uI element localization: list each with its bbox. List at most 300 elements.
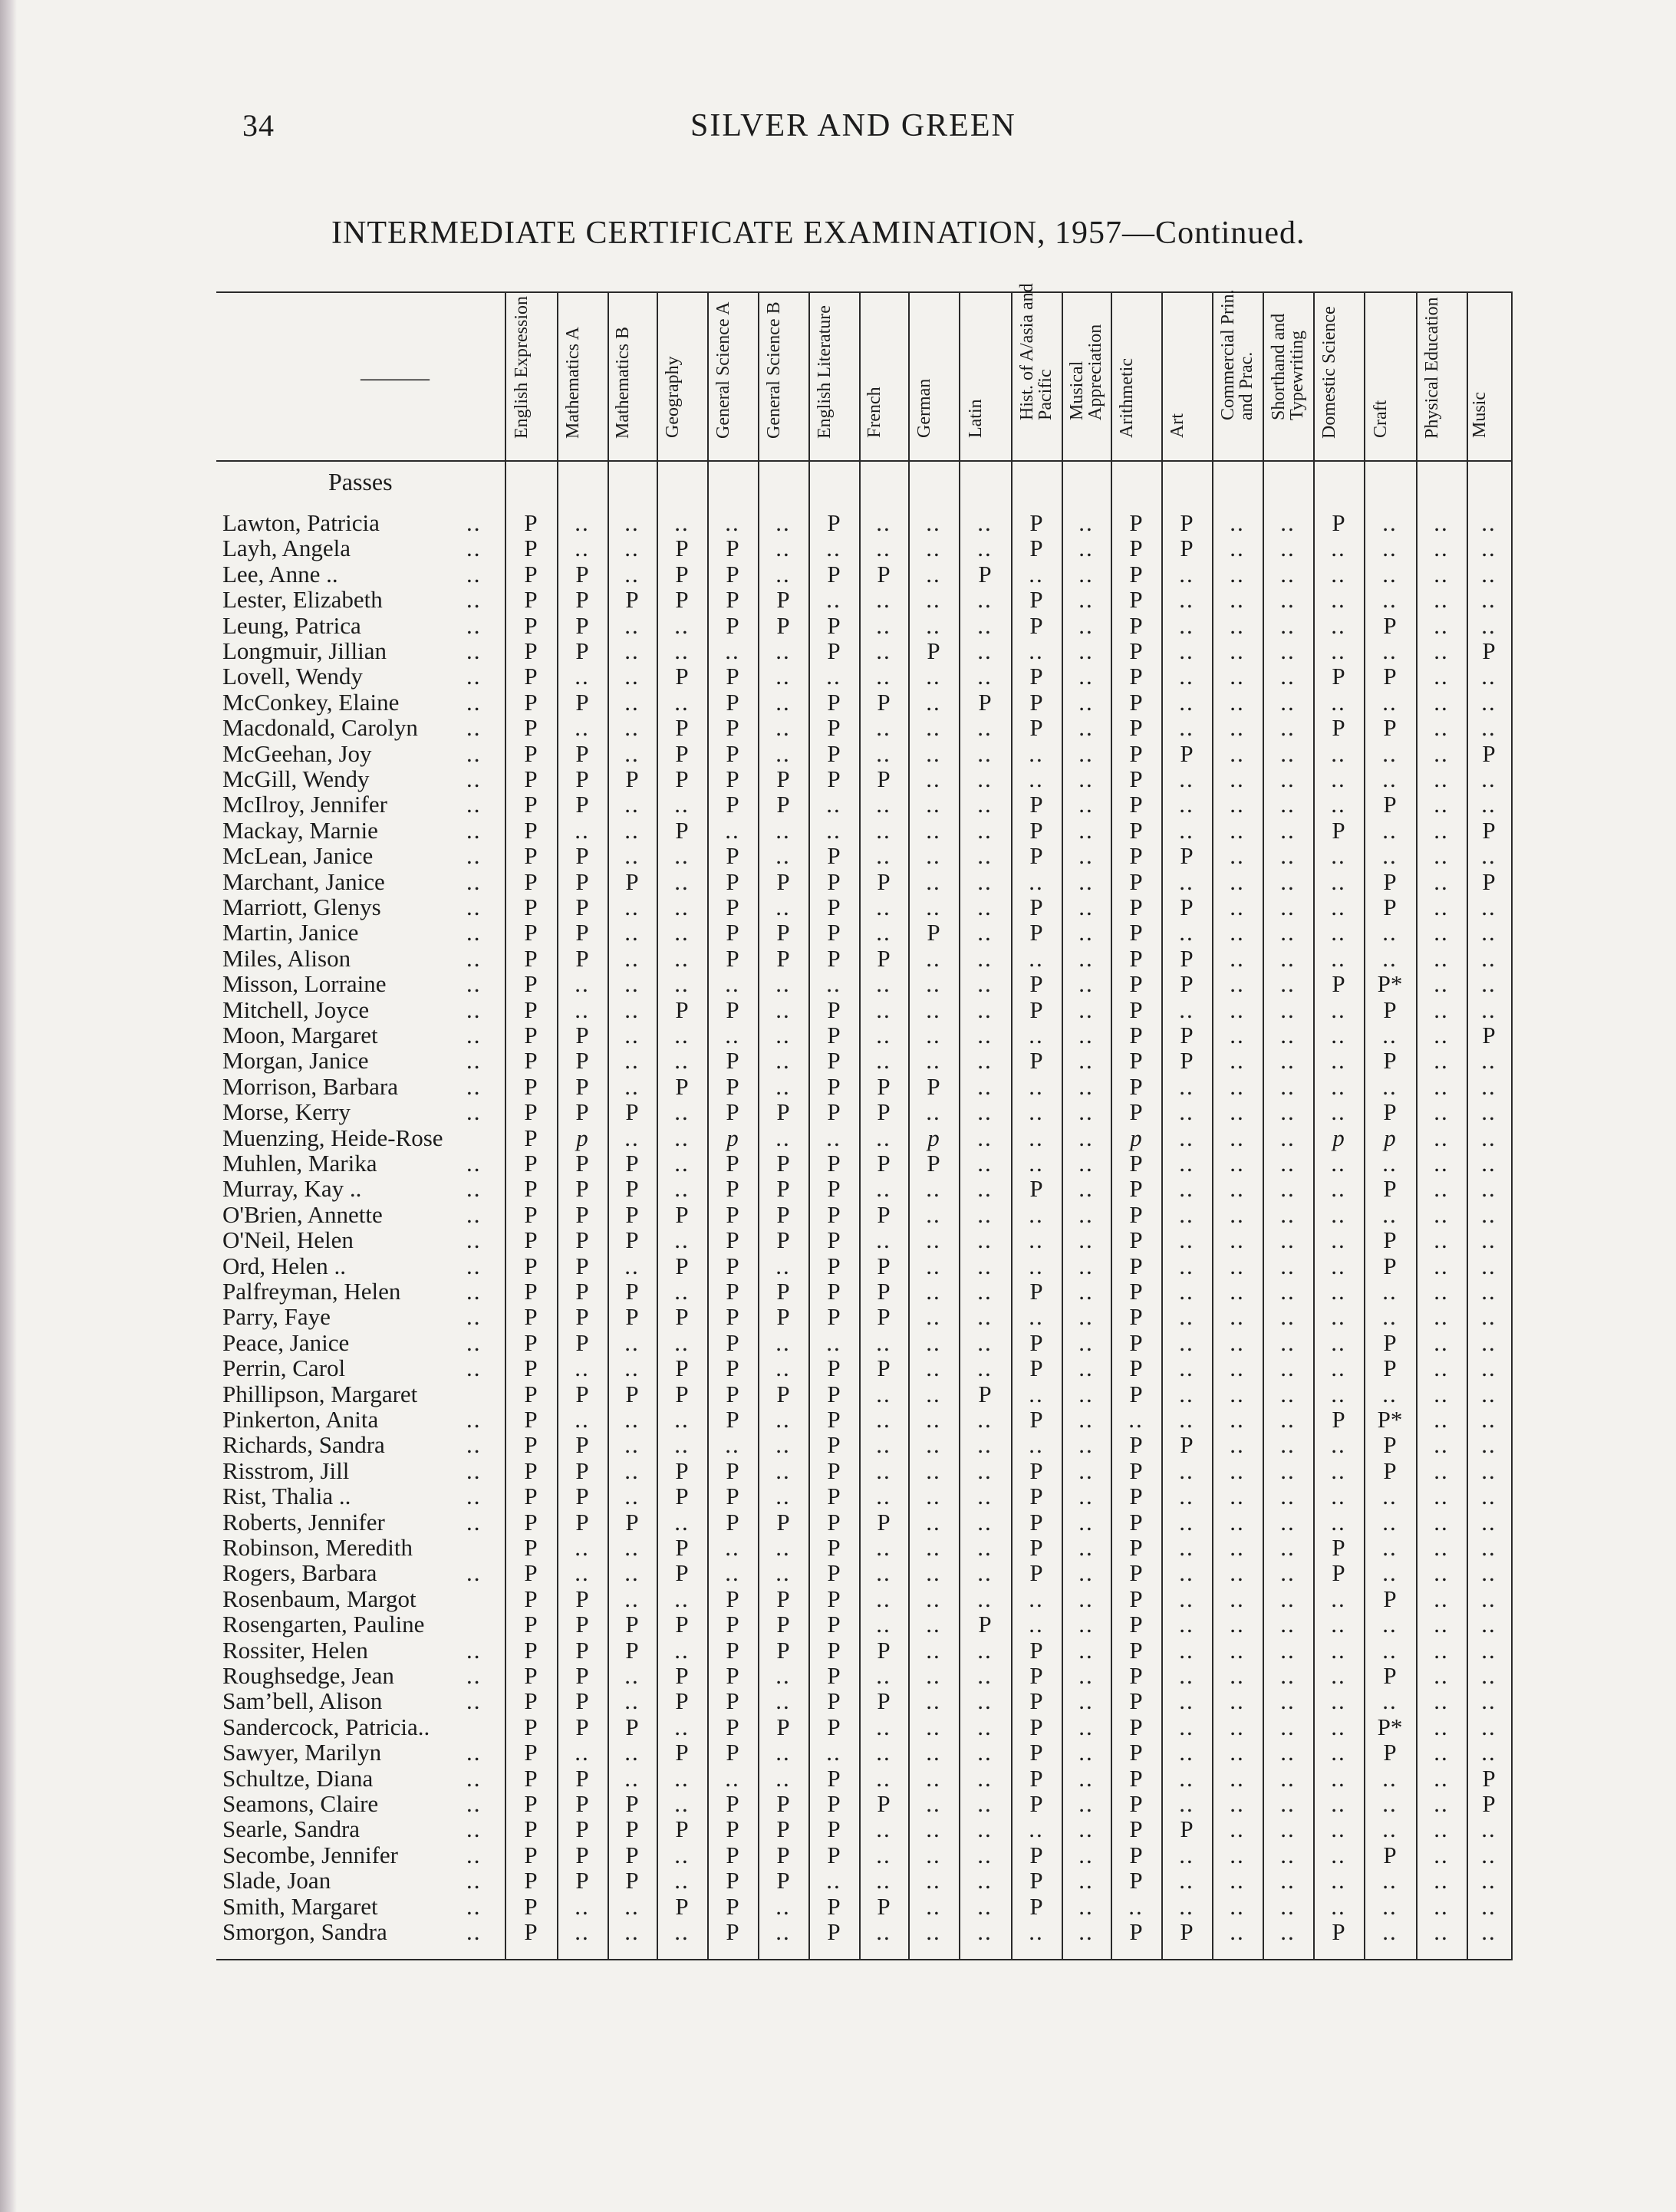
result-cell: ..: [1230, 1098, 1245, 1126]
result-cell: ..: [1331, 1483, 1346, 1510]
result-cell: P: [1383, 1098, 1397, 1126]
result-cell: ..: [624, 611, 640, 639]
result-cell: P: [575, 1303, 589, 1331]
result-cell: ..: [624, 919, 640, 946]
result-cell: ..: [926, 1764, 941, 1792]
result-cell: P: [524, 714, 538, 742]
result-cell: P: [1129, 560, 1143, 588]
result-cell: P: [575, 1611, 589, 1638]
result-cell: ..: [624, 1764, 640, 1792]
result-cell: ..: [575, 1559, 590, 1587]
result-cell: P: [1129, 1739, 1143, 1766]
result-cell: ..: [1179, 1892, 1194, 1920]
result-cell: P: [1482, 1022, 1496, 1048]
result-cell: ..: [674, 842, 690, 870]
result-cell: ..: [977, 1483, 993, 1510]
result-cell: ..: [926, 1303, 941, 1331]
student-name: Rosenbaum, Margot: [222, 1585, 417, 1612]
subject-label: Commercial Prin. and Prac.: [1218, 289, 1256, 420]
result-cell: P: [575, 919, 589, 946]
result-cell: ..: [977, 1175, 993, 1203]
result-cell: ..: [926, 1483, 941, 1510]
result-cell: ..: [977, 1022, 993, 1048]
result-cell: ..: [775, 970, 791, 998]
result-cell: P: [827, 1252, 841, 1279]
subject-label: Arithmetic: [1117, 358, 1137, 438]
result-cell: P: [726, 1918, 739, 1945]
result-cell: ..: [1280, 842, 1296, 870]
leader-dots: ..: [466, 1355, 482, 1382]
result-cell: ..: [1179, 1328, 1194, 1356]
subject-label: Shorthand and Typewriting: [1269, 313, 1307, 420]
result-cell: P: [726, 1636, 739, 1664]
subject-header: [959, 293, 1011, 460]
result-cell: ..: [674, 1278, 690, 1305]
result-cell: ..: [1078, 1278, 1094, 1305]
result-cell: ..: [1280, 1713, 1296, 1740]
result-cell: ..: [1434, 714, 1449, 742]
student-name: Lovell, Wendy: [222, 663, 363, 690]
result-cell: ..: [1331, 1200, 1346, 1228]
result-cell: P: [1029, 688, 1043, 716]
result-cell: ..: [575, 1892, 590, 1920]
result-cell: ..: [1128, 1892, 1144, 1920]
result-cell: P: [1180, 970, 1194, 998]
student-name: Secombe, Jennifer: [222, 1841, 398, 1868]
result-cell: P: [524, 765, 538, 792]
result-cell: ..: [775, 688, 791, 716]
result-cell: ..: [1331, 1713, 1346, 1740]
result-cell: ..: [1280, 1662, 1296, 1689]
result-cell: ..: [1434, 1483, 1449, 1510]
result-cell: P: [726, 1713, 739, 1740]
result-cell: ..: [876, 1534, 891, 1561]
result-cell: ..: [1481, 996, 1497, 1023]
result-cell: ..: [1434, 1226, 1449, 1254]
result-cell: P: [927, 919, 940, 946]
result-cell: P: [1383, 791, 1397, 818]
result-cell: ..: [1331, 1662, 1346, 1689]
result-cell: P: [726, 663, 739, 690]
result-cell: P: [877, 1355, 891, 1382]
result-cell: ..: [1331, 1431, 1346, 1459]
result-cell: ..: [1434, 1918, 1449, 1945]
result-cell: P: [1383, 1457, 1397, 1484]
result-cell: ..: [876, 714, 891, 742]
result-cell: ..: [977, 1431, 993, 1459]
result-cell: ..: [977, 1636, 993, 1664]
column-divider: [1511, 291, 1513, 1959]
result-cell: ..: [1331, 1022, 1346, 1048]
result-cell: P: [575, 1098, 589, 1126]
result-cell: P: [726, 1815, 739, 1843]
result-cell: P: [575, 637, 589, 664]
result-cell: P: [675, 1662, 689, 1689]
result-cell: P: [524, 1636, 538, 1664]
leader-dots: ..: [466, 791, 482, 818]
student-name: McConkey, Elaine: [222, 688, 400, 716]
result-cell: ..: [1434, 1431, 1449, 1459]
result-cell: ..: [1029, 765, 1044, 792]
result-cell: ..: [1434, 996, 1449, 1023]
result-cell: ..: [876, 509, 891, 536]
result-cell: P: [726, 1303, 739, 1331]
result-cell: P: [877, 1636, 891, 1664]
result-cell: ..: [926, 894, 941, 920]
result-cell: P: [827, 765, 841, 792]
result-cell: ..: [876, 1431, 891, 1459]
result-cell: ..: [1078, 1892, 1094, 1920]
result-cell: ..: [876, 1739, 891, 1766]
result-cell: ..: [1481, 1457, 1497, 1484]
result-cell: P: [827, 1713, 841, 1740]
result-cell: ..: [1280, 1534, 1296, 1561]
result-cell: ..: [1481, 1175, 1497, 1203]
result-cell: ..: [1382, 560, 1398, 588]
result-cell: ..: [1078, 1918, 1094, 1945]
result-cell: ..: [1280, 816, 1296, 844]
result-cell: ..: [1434, 1892, 1449, 1920]
result-cell: P: [776, 1841, 790, 1868]
result-cell: ..: [1280, 637, 1296, 664]
result-cell: P: [1029, 1047, 1043, 1075]
result-cell: P: [1029, 1534, 1043, 1561]
result-cell: P: [827, 1457, 841, 1484]
result-cell: ..: [1280, 1098, 1296, 1126]
result-cell: ..: [1434, 535, 1449, 562]
result-cell: ..: [1230, 919, 1245, 946]
result-cell: ..: [1434, 867, 1449, 895]
student-name: Muenzing, Heide-Rose: [222, 1124, 443, 1151]
result-cell: p: [576, 1124, 588, 1151]
result-cell: ..: [775, 1072, 791, 1100]
leader-dots: ..: [466, 1662, 482, 1689]
result-cell: ..: [725, 637, 740, 664]
result-cell: ..: [1230, 714, 1245, 742]
result-cell: ..: [1434, 1508, 1449, 1536]
student-name: Marriott, Glenys: [222, 894, 381, 920]
result-cell: ..: [1434, 791, 1449, 818]
result-cell: ..: [926, 791, 941, 818]
result-cell: ..: [1434, 1022, 1449, 1048]
result-cell: P: [1383, 1047, 1397, 1075]
result-cell: P: [575, 1636, 589, 1664]
result-cell: ..: [1230, 1559, 1245, 1587]
result-cell: P: [1129, 1200, 1143, 1228]
result-cell: P: [675, 1072, 689, 1100]
student-name: Layh, Angela: [222, 535, 351, 562]
result-cell: ..: [977, 867, 993, 895]
result-cell: P: [1029, 535, 1043, 562]
result-cell: ..: [926, 1406, 941, 1433]
result-cell: ..: [926, 1636, 941, 1664]
result-cell: ..: [826, 1867, 841, 1894]
result-cell: ..: [1078, 791, 1094, 818]
result-cell: P: [1029, 816, 1043, 844]
result-cell: ..: [775, 1764, 791, 1792]
result-cell: ..: [674, 791, 690, 818]
result-cell: P: [1180, 535, 1194, 562]
result-cell: ..: [1382, 765, 1398, 792]
result-cell: P: [726, 1252, 739, 1279]
result-cell: P: [726, 1380, 739, 1407]
result-cell: P: [827, 1022, 841, 1048]
result-cell: ..: [624, 1457, 640, 1484]
result-cell: ..: [1481, 919, 1497, 946]
result-cell: P: [675, 1534, 689, 1561]
result-cell: ..: [826, 1124, 841, 1151]
result-cell: ..: [926, 1380, 941, 1407]
result-cell: P: [524, 970, 538, 998]
result-cell: ..: [1434, 586, 1449, 614]
result-cell: ..: [624, 1892, 640, 1920]
result-cell: ..: [624, 1483, 640, 1510]
result-cell: P: [1129, 1918, 1143, 1945]
leader-dots: ..: [466, 1226, 482, 1254]
result-cell: P: [675, 1739, 689, 1766]
leader-dots: ..: [466, 1098, 482, 1126]
result-cell: P: [1129, 1226, 1143, 1254]
leader-dots: ..: [466, 1764, 482, 1792]
result-cell: ..: [1230, 560, 1245, 588]
result-cell: ..: [624, 560, 640, 588]
result-cell: ..: [1230, 765, 1245, 792]
result-cell: P: [827, 1226, 841, 1254]
result-cell: ..: [926, 1534, 941, 1561]
result-cell: P: [1180, 509, 1194, 536]
result-cell: ..: [1230, 739, 1245, 767]
student-name: Searle, Sandra: [222, 1815, 361, 1843]
result-cell: P: [524, 1611, 538, 1638]
result-cell: ..: [1331, 1150, 1346, 1177]
result-cell: P: [1029, 1406, 1043, 1433]
result-cell: ..: [1481, 1867, 1497, 1894]
result-cell: ..: [1481, 1611, 1497, 1638]
result-cell: ..: [674, 1328, 690, 1356]
result-cell: P: [827, 919, 841, 946]
subject-header: [608, 293, 657, 460]
subject-header: [1364, 293, 1416, 460]
result-cell: P: [1180, 944, 1194, 972]
result-cell: P: [1129, 1303, 1143, 1331]
result-cell: ..: [926, 1687, 941, 1715]
result-cell: ..: [1280, 1328, 1296, 1356]
result-cell: ..: [876, 1918, 891, 1945]
result-cell: P: [827, 1636, 841, 1664]
result-cell: ..: [1481, 1713, 1497, 1740]
result-cell: P: [827, 1072, 841, 1100]
result-cell: ..: [1078, 1175, 1094, 1203]
result-cell: P: [575, 1200, 589, 1228]
result-cell: ..: [1078, 1457, 1094, 1484]
result-cell: ..: [1280, 765, 1296, 792]
result-cell: ..: [1481, 1431, 1497, 1459]
result-cell: P: [675, 1457, 689, 1484]
result-cell: P: [625, 586, 639, 614]
result-cell: ..: [1331, 1355, 1346, 1382]
student-name: Longmuir, Jillian: [222, 637, 387, 664]
result-cell: ..: [624, 1022, 640, 1048]
result-cell: P: [675, 535, 689, 562]
student-name: Rogers, Barbara: [222, 1559, 377, 1587]
result-cell: ..: [1280, 1790, 1296, 1817]
result-cell: p: [927, 1124, 940, 1151]
result-cell: ..: [977, 842, 993, 870]
result-cell: ..: [1481, 1636, 1497, 1664]
result-cell: ..: [1481, 765, 1497, 792]
result-cell: ..: [1029, 1200, 1044, 1228]
leader-dots: ..: [466, 996, 482, 1023]
result-cell: ..: [624, 1662, 640, 1689]
student-name: Martin, Janice: [222, 919, 359, 946]
result-cell: ..: [1179, 1662, 1194, 1689]
result-cell: P: [575, 867, 589, 895]
result-cell: ..: [624, 637, 640, 664]
result-cell: P: [726, 894, 739, 920]
result-cell: P: [776, 586, 790, 614]
result-cell: ..: [1078, 509, 1094, 536]
result-cell: ..: [1481, 1303, 1497, 1331]
result-cell: ..: [926, 996, 941, 1023]
result-cell: ..: [876, 970, 891, 998]
leader-dots: ..: [466, 1841, 482, 1868]
result-cell: P: [827, 509, 841, 536]
result-cell: ..: [575, 1355, 590, 1382]
result-cell: P: [726, 560, 739, 588]
result-cell: ..: [1331, 739, 1346, 767]
result-cell: ..: [725, 1022, 740, 1048]
leader-dots: ..: [466, 586, 482, 614]
result-cell: P: [776, 1508, 790, 1536]
result-cell: P: [1129, 1047, 1143, 1075]
result-cell: ..: [1434, 611, 1449, 639]
result-cell: ..: [876, 1815, 891, 1843]
result-cell: P: [1482, 739, 1496, 767]
result-cell: P: [524, 1380, 538, 1407]
result-cell: ..: [1078, 1406, 1094, 1433]
result-cell: P: [625, 765, 639, 792]
result-cell: ..: [1078, 1739, 1094, 1766]
result-cell: P: [776, 1150, 790, 1177]
result-cell: ..: [1331, 688, 1346, 716]
result-cell: P: [1029, 1713, 1043, 1740]
result-cell: ..: [1029, 1585, 1044, 1612]
page-binding-edge: [0, 0, 17, 2212]
result-cell: P: [1129, 996, 1143, 1023]
result-cell: P: [1332, 1559, 1345, 1587]
result-cell: P: [827, 637, 841, 664]
result-cell: P: [625, 1098, 639, 1126]
result-cell: P: [524, 1072, 538, 1100]
result-cell: ..: [977, 1200, 993, 1228]
result-cell: ..: [1280, 509, 1296, 536]
result-cell: P: [575, 1815, 589, 1843]
leader-dots: ..: [466, 1892, 482, 1920]
result-cell: ..: [674, 1636, 690, 1664]
result-cell: P: [1029, 1764, 1043, 1792]
result-cell: P: [675, 1559, 689, 1587]
result-cell: ..: [977, 1098, 993, 1126]
student-name: Misson, Lorraine: [222, 970, 387, 998]
result-cell: ..: [1078, 739, 1094, 767]
result-cell: P: [776, 1303, 790, 1331]
result-cell: ..: [1179, 663, 1194, 690]
result-cell: ..: [775, 1252, 791, 1279]
result-cell: ..: [775, 663, 791, 690]
result-cell: ..: [926, 688, 941, 716]
result-cell: ..: [1230, 944, 1245, 972]
result-cell: ..: [876, 535, 891, 562]
result-cell: ..: [1382, 1918, 1398, 1945]
leader-dots: ..: [466, 765, 482, 792]
result-cell: ..: [876, 1380, 891, 1407]
result-cell: P: [524, 1150, 538, 1177]
result-cell: ..: [1179, 1098, 1194, 1126]
result-cell: P: [726, 1739, 739, 1766]
result-cell: ..: [1434, 1124, 1449, 1151]
result-cell: P: [524, 944, 538, 972]
result-cell: ..: [1179, 1585, 1194, 1612]
result-cell: ..: [1434, 1355, 1449, 1382]
result-cell: ..: [1280, 1072, 1296, 1100]
result-cell: P: [1029, 1841, 1043, 1868]
result-cell: ..: [1078, 663, 1094, 690]
result-cell: ..: [1078, 714, 1094, 742]
result-cell: ..: [674, 1226, 690, 1254]
subject-header: [1263, 293, 1313, 460]
result-cell: ..: [1230, 1200, 1245, 1228]
result-cell: ..: [1382, 1790, 1398, 1817]
result-cell: ..: [624, 1047, 640, 1075]
result-cell: P: [575, 688, 589, 716]
student-name: Slade, Joan: [222, 1867, 331, 1894]
result-cell: P: [726, 1611, 739, 1638]
result-cell: ..: [1280, 894, 1296, 920]
result-cell: ..: [1331, 1892, 1346, 1920]
result-cell: P: [726, 1892, 739, 1920]
result-cell: P: [827, 1559, 841, 1587]
subject-label: Latin: [966, 399, 986, 438]
result-cell: ..: [1230, 1739, 1245, 1766]
student-name: Marchant, Janice: [222, 867, 385, 895]
result-cell: P: [776, 1867, 790, 1894]
result-cell: P: [827, 1841, 841, 1868]
result-cell: P: [726, 765, 739, 792]
result-cell: ..: [624, 509, 640, 536]
result-cell: ..: [1230, 1483, 1245, 1510]
result-cell: ..: [1331, 535, 1346, 562]
student-name: Macdonald, Carolyn: [222, 714, 418, 742]
result-cell: ..: [1078, 1815, 1094, 1843]
subject-header: [758, 293, 808, 460]
result-cell: ..: [1481, 1252, 1497, 1279]
result-cell: ..: [624, 894, 640, 920]
result-cell: ..: [1280, 1508, 1296, 1536]
result-cell: ..: [624, 1739, 640, 1766]
result-cell: ..: [1331, 842, 1346, 870]
result-cell: ..: [1382, 842, 1398, 870]
result-cell: P: [675, 663, 689, 690]
result-cell: ..: [1481, 535, 1497, 562]
student-name: Murray, Kay ..: [222, 1175, 362, 1203]
result-cell: ..: [926, 739, 941, 767]
result-cell: P: [726, 1867, 739, 1894]
leader-dots: ..: [466, 842, 482, 870]
result-cell: ..: [977, 1559, 993, 1587]
student-name: Morgan, Janice: [222, 1047, 369, 1075]
result-cell: P: [1129, 894, 1143, 920]
result-cell: ..: [1179, 1611, 1194, 1638]
